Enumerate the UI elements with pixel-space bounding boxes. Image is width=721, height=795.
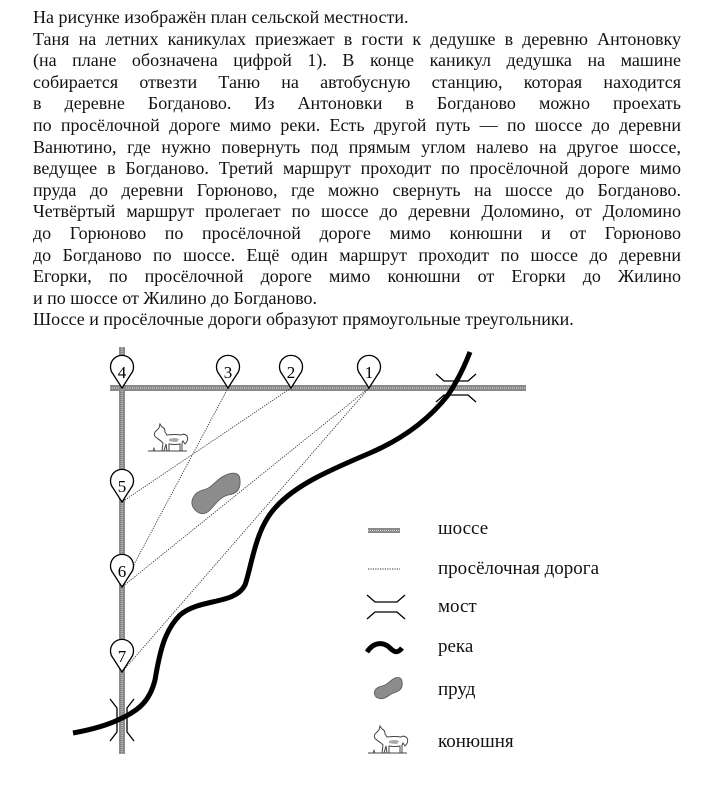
text-line: до Богданово по шоссе. Ещё один маршрут проходит по шоссе до деревни — [33, 244, 681, 265]
pond — [192, 473, 240, 514]
text-line: На рисунке изображён план сельской местности. — [33, 7, 409, 27]
dirt-road-1-6 — [122, 388, 369, 587]
highway-vertical — [119, 347, 125, 754]
text-line: собирается отвезти Таню на автобусную станцию, которая находится — [33, 71, 681, 92]
text-line: и по шоссе от Жилино до Богданово. — [33, 287, 318, 308]
marker-2 — [280, 355, 303, 388]
highway-horizontal — [110, 385, 526, 391]
text-line: Шоссе и просёлочные дороги образуют прямоугольные треугольники. — [33, 309, 574, 330]
text-line: (на плане обозначена цифрой 1). В конце каникул дедушка на машине — [33, 50, 681, 71]
legend-river-icon — [367, 644, 402, 652]
text-line: Четвёртый маршрут пролегает по шоссе до деревни Доломино, от Доломино — [33, 201, 681, 222]
svg-text:3: 3 — [223, 363, 233, 382]
legend-stable-label: конюшня — [438, 731, 514, 752]
text-line: в деревне Богданово. Из Антоновки в Богданово можно проехать — [33, 93, 681, 114]
marker-3 — [217, 355, 240, 388]
legend-stable-icon — [368, 726, 408, 753]
legend-river-label: река — [438, 636, 474, 657]
text-line: Ванютино, где нужно повернуть под прямым углом налево на другое шоссе, — [33, 136, 681, 157]
svg-text:5: 5 — [117, 477, 127, 496]
legend-pond-label: пруд — [438, 679, 476, 700]
text-line: ведущее в Богданово. Третий маршрут проходит по просёлочной дороге мимо — [33, 158, 681, 179]
legend-bridge-icon — [367, 595, 405, 619]
text-line: Таня на летних каникулах приезжает в гости к дедушке в деревню Антоновку — [33, 28, 681, 49]
svg-text:6: 6 — [117, 562, 127, 581]
text-line: по просёлочной дороге мимо реки. Есть другой путь — по шоссе до деревни — [33, 114, 681, 135]
marker-4 — [111, 355, 134, 388]
svg-text:2: 2 — [286, 363, 296, 382]
legend-bridge-label: мост — [438, 596, 477, 617]
text-line: пруда до деревни Горюново, где можно свернуть на шоссе до Богданово. — [33, 179, 681, 200]
marker-7 — [111, 639, 134, 672]
legend-pond-icon — [374, 677, 402, 698]
svg-text:1: 1 — [364, 363, 374, 382]
stable-icon — [148, 424, 188, 451]
river — [73, 352, 470, 733]
legend-dirt-road-label: просёлочная дорога — [438, 558, 600, 579]
svg-text:4: 4 — [117, 363, 127, 382]
text-line: Егорки, по просёлочной дороге мимо конюшни от Егорки до Жилино — [33, 266, 681, 287]
dirt-road-2-5 — [122, 388, 291, 502]
marker-1 — [358, 355, 381, 388]
text-line: до Горюново по просёлочной дороге мимо конюшни и от Горюново — [33, 222, 681, 243]
svg-text:7: 7 — [117, 647, 127, 666]
legend-highway-icon — [368, 528, 400, 533]
legend-highway-label: шоссе — [438, 518, 489, 539]
marker-6 — [111, 554, 134, 587]
